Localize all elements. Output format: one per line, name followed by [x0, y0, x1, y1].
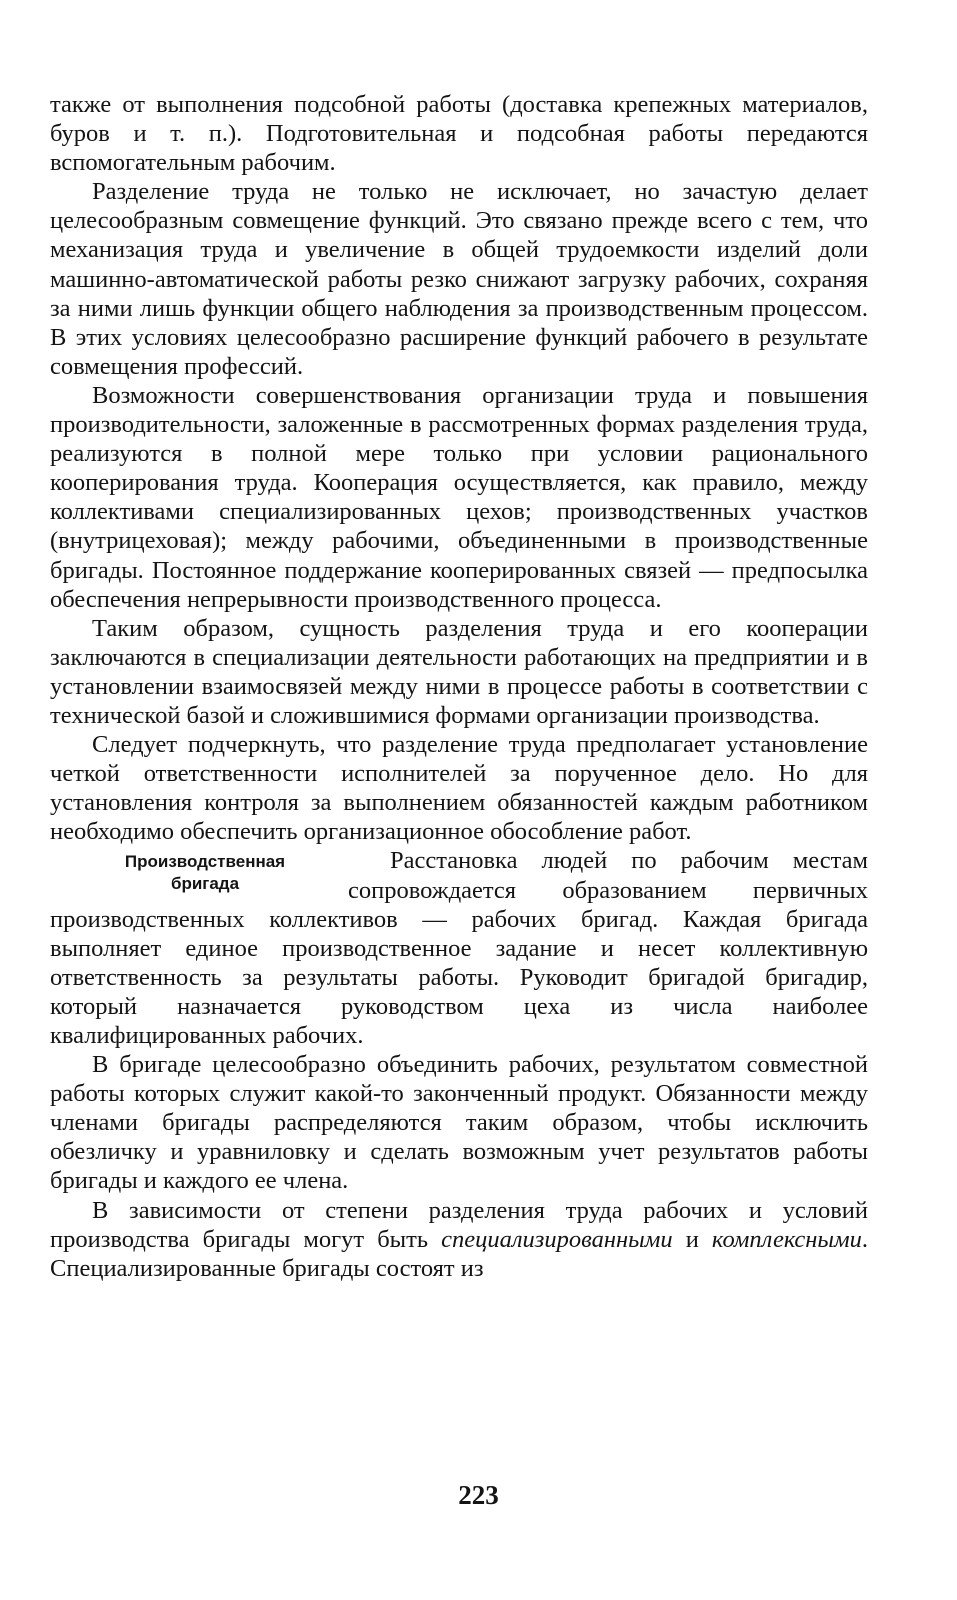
paragraph-essence: Таким образом, сущность разделения труда и его кооперации заключаются в специализации деятельности работающих на предприятии и в установлении взаимосвязей между ними в процессе работы в соответствии с технической базой и сложившимися формами организации производства. — [50, 614, 868, 729]
paragraph-continuation: также от выполнения подсобной работы (доставка крепежных материалов, буров и т. п.). Подготовительная и подсобная работы передаются вспомогательным рабочим. — [50, 91, 868, 177]
paragraph-brigade-composition: В бригаде целесообразно объединить рабочих, результатом совместной работы которых служит какой-то законченный продукт. Обязанности между членами бригады распределяются таким образом, чтобы исключить обезличку и уравниловку и сделать возможным учет результатов работы бригады и каждого ее члена. — [50, 1051, 868, 1195]
paragraph-responsibility: Следует подчеркнуть, что разделение труда предполагает установление четкой ответственности исполнителей за порученное дело. Но для установления контроля за выполнением обязанностей каждым работником необходимо обеспечить организационное обособление работ. — [50, 731, 868, 846]
emphasis-specialized: специализированными — [441, 1225, 673, 1253]
paragraph-cooperation: Возможности совершенствования организации труда и повышения производительности, заложенные в рассмотренных формах разделения труда, реализуются в полной мере только при условии рационального кооперирования труда. Кооперация осуществляется, как правило, между коллективами специализированных цехов; производственных участков (внутрицеховая); между рабочими, объединенными в производственные бригады. Постоянное поддержание кооперированных связей — предпосылка обеспечения непрерывности производственного процесса. — [50, 381, 868, 613]
text-part: . Специализированные бригады состоят из — [50, 1225, 868, 1282]
page-number: 223 — [458, 1480, 499, 1510]
paragraph-brigade-types — [50, 1196, 868, 1283]
paragraph-division-of-labor: Разделение труда не только не исключает, но зачастую делает целесообразным совмещение функций. Это связано прежде всего с тем, что механизация труда и увеличение в общей трудоемкости изделий доли машинно-автоматической работы резко снижают загрузку рабочих, сохраняя за ними лишь функции общего наблюдения за производственным процессом. В этих условиях целесообразно расширение функций рабочего в результате совмещения профессий. — [50, 178, 868, 380]
side-heading — [74, 851, 336, 895]
side-heading-line1: Производственная — [124, 852, 286, 872]
book-page — [50, 90, 868, 1283]
text-part: В зависимости от степени разделения труда рабочих и условий производства бригады могут быть — [50, 1196, 868, 1253]
paragraph-brigade-intro: Расстановка людей по рабочим местам сопровождается образованием первичных производственных коллективов — рабочих бригад. Каждая бригада выполняет единое производственное задание и несет коллективную ответственность за результаты работы. Руководит бригадой бригадир, который назначается руководством цеха из числа наиболее квалифицированных рабочих. — [50, 847, 868, 1049]
text-part: и — [672, 1225, 712, 1253]
side-heading-line2: бригада — [170, 874, 240, 894]
emphasis-complex: комплексными — [711, 1225, 862, 1253]
